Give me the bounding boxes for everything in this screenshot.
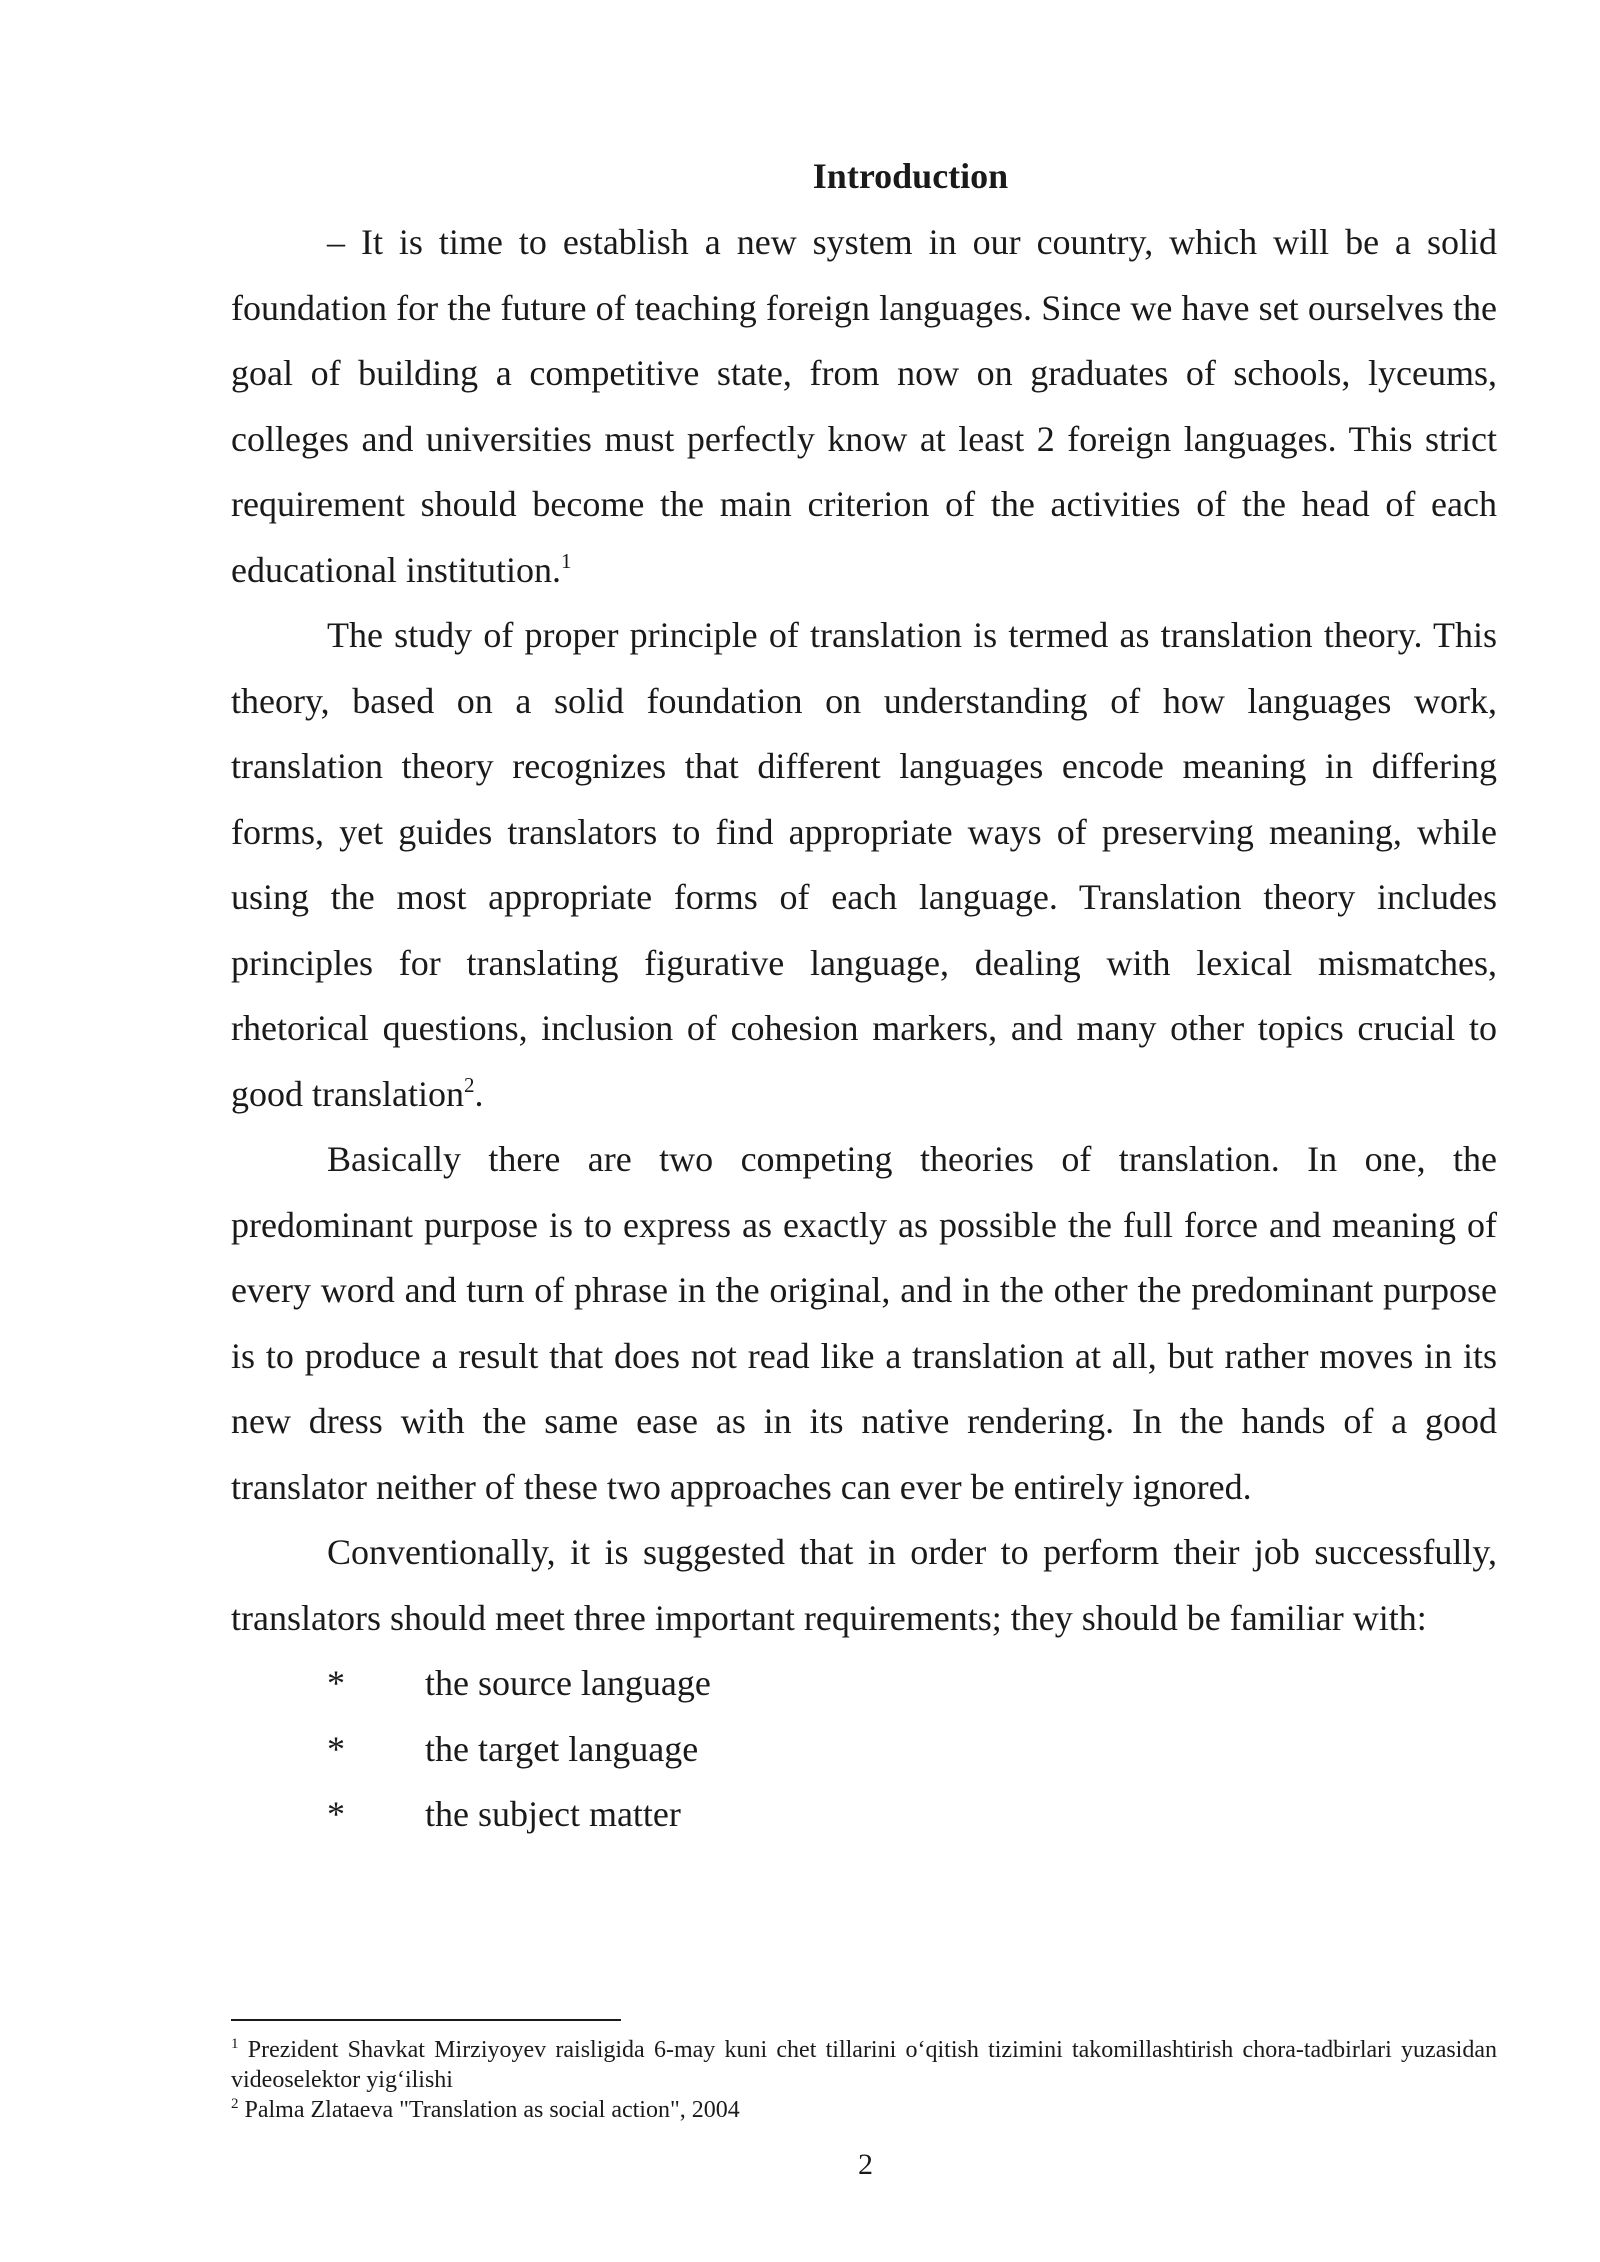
body-text	[231, 210, 1497, 1848]
footnote-number-1: 1	[231, 2036, 239, 2052]
list-item-text: the target language	[425, 1728, 699, 1769]
list-item-text: the subject matter	[425, 1794, 681, 1834]
paragraph-2-text: The study of proper principle of translation is termed as translation theory. This theory, based on a solid foundation on understanding of how languages work, translation theory recognizes that different languages encode meaning in differing forms, yet guides translators to find appropriate ways of preserving meaning, while using the most appropriate forms of each language. Translation theory includes principles for translating figurative language, dealing with lexical mismatches, rhetorical questions, inclusion of cohesion markers, and many other topics crucial to good translation	[231, 615, 1497, 1114]
list-item	[231, 1717, 1497, 1783]
paragraph-2	[231, 603, 1497, 1127]
footnote-1	[231, 2035, 1497, 2095]
footnote-separator	[231, 2019, 621, 2021]
bullet-marker: *	[327, 1794, 345, 1834]
footnote-2	[231, 2095, 1497, 2125]
list-item	[231, 1651, 1497, 1717]
paragraph-1	[231, 210, 1497, 603]
requirements-list	[231, 1651, 1497, 1848]
paragraph-3-text: Basically there are two competing theories of translation. In one, the predominant purpose is to express as exactly as possible the full force and meaning of every word and turn of phrase in the original, and in the other the predominant purpose is to produce a result that does not read like a translation at all, but rather moves in its new dress with the same ease as in its native rendering. In the hands of a good translator neither of these two approaches can ever be entirely ignored.	[231, 1139, 1497, 1507]
paragraph-4	[231, 1520, 1497, 1651]
bullet-marker: *	[327, 1663, 345, 1703]
list-item-text: the source language	[425, 1663, 711, 1703]
footnote-ref-2[interactable]: 2	[463, 1072, 475, 1097]
footnote-ref-1[interactable]: 1	[560, 548, 572, 573]
paragraph-4-text: Conventionally, it is suggested that in order to perform their job successfully, translators should meet three important requirements; they should be familiar with:	[231, 1532, 1497, 1638]
footnote-number-2: 2	[231, 2096, 239, 2112]
paragraph-1-text: – It is time to establish a new system in our country, which will be a solid foundation for the future of teaching foreign languages. Since we have set ourselves the goal of building a competitive state, from now on graduates of schools, lyceums, colleges and universities must perfectly know at least 2 foreign languages. This strict requirement should become the main criterion of the activities of the head of each educational institution.	[231, 222, 1497, 590]
footnote-2-text: Palma Zlataeva "Translation as social action", 2004	[244, 2097, 740, 2123]
bullet-marker: *	[327, 1728, 345, 1769]
footnote-1-text: Prezident Shavkat Mirziyoyev raisligida 6-may kuni chet tillarini o‘qitish tizimini takomillashtirish chora-tadbirlari yuzasidan videoselektor yig‘ilishi	[231, 2037, 1498, 2093]
paragraph-3	[231, 1127, 1497, 1520]
page-number: 2	[858, 2148, 873, 2181]
footnotes	[231, 2035, 1497, 2125]
page-title: Introduction	[812, 156, 1009, 196]
paragraph-2-tail: .	[474, 1073, 484, 1114]
list-item	[231, 1782, 1497, 1848]
